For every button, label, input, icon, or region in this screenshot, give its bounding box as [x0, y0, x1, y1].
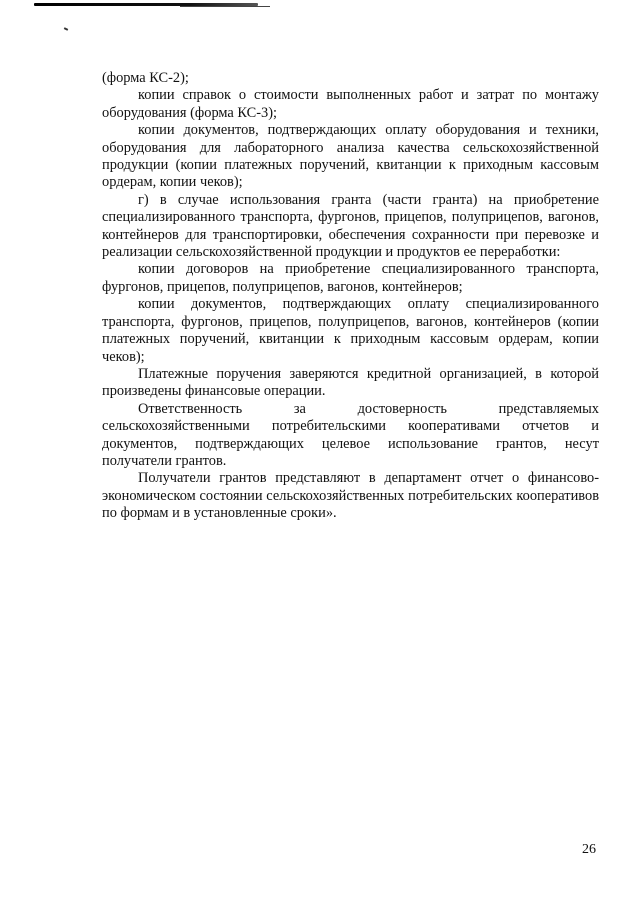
- paragraph-report: Получатели грантов представляют в департамент отчет о финансово-экономическом состоянии сельскохозяйственных потребительских кооперативов по формам и в установленные сроки».: [102, 470, 599, 522]
- paragraph-transport-contracts: копии договоров на приобретение специализированного транспорта, фургонов, прицепов, полуприцепов, вагонов, контейнеров;: [102, 261, 599, 295]
- paragraph-transport-payment: копии документов, подтверждающих оплату специализированного транспорта, фургонов, прицепов, полуприцепов, вагонов, контейнеров (копии платежных поручений, квитанции к приходным кассовым ордерам, копии чеков);: [102, 296, 599, 365]
- paragraph-form-ks2: (форма КС-2);: [102, 70, 189, 86]
- paragraph-ks3-certificates: копии справок о стоимости выполненных работ и затрат по монтажу оборудования (форма КС-3);: [102, 87, 599, 121]
- paragraph-grant-transport: г) в случае использования гранта (части гранта) на приобретение специализированного транспорта, фургонов, прицепов, полуприцепов, вагонов, контейнеров для транспортировки, обеспечения сохранности при перевозке и реализации сельскохозяйственной продукции и продуктов ее переработки:: [102, 191, 599, 261]
- document-body: [102, 70, 599, 523]
- paragraph-responsibility: Ответственность за достоверность представляемых сельскохозяйственными потребительскими кооперативами отчетов и документов, подтверждающих целевое использование грантов, несут получатели грантов.: [102, 400, 599, 469]
- paragraph-equipment-payment: копии документов, подтверждающих оплату оборудования и техники, оборудования для лабораторного анализа качества сельскохозяйственной продукции (копии платежных поручений, квитанции к приходным кассовым ордерам, копии чеков);: [102, 122, 599, 191]
- scan-artifact-line-thin: [180, 6, 270, 7]
- paragraph-payment-orders: Платежные поручения заверяются кредитной организацией, в которой произведены финансовые операции.: [102, 365, 599, 400]
- scan-artifact-speck: [64, 27, 68, 31]
- page-number: 26: [582, 842, 596, 857]
